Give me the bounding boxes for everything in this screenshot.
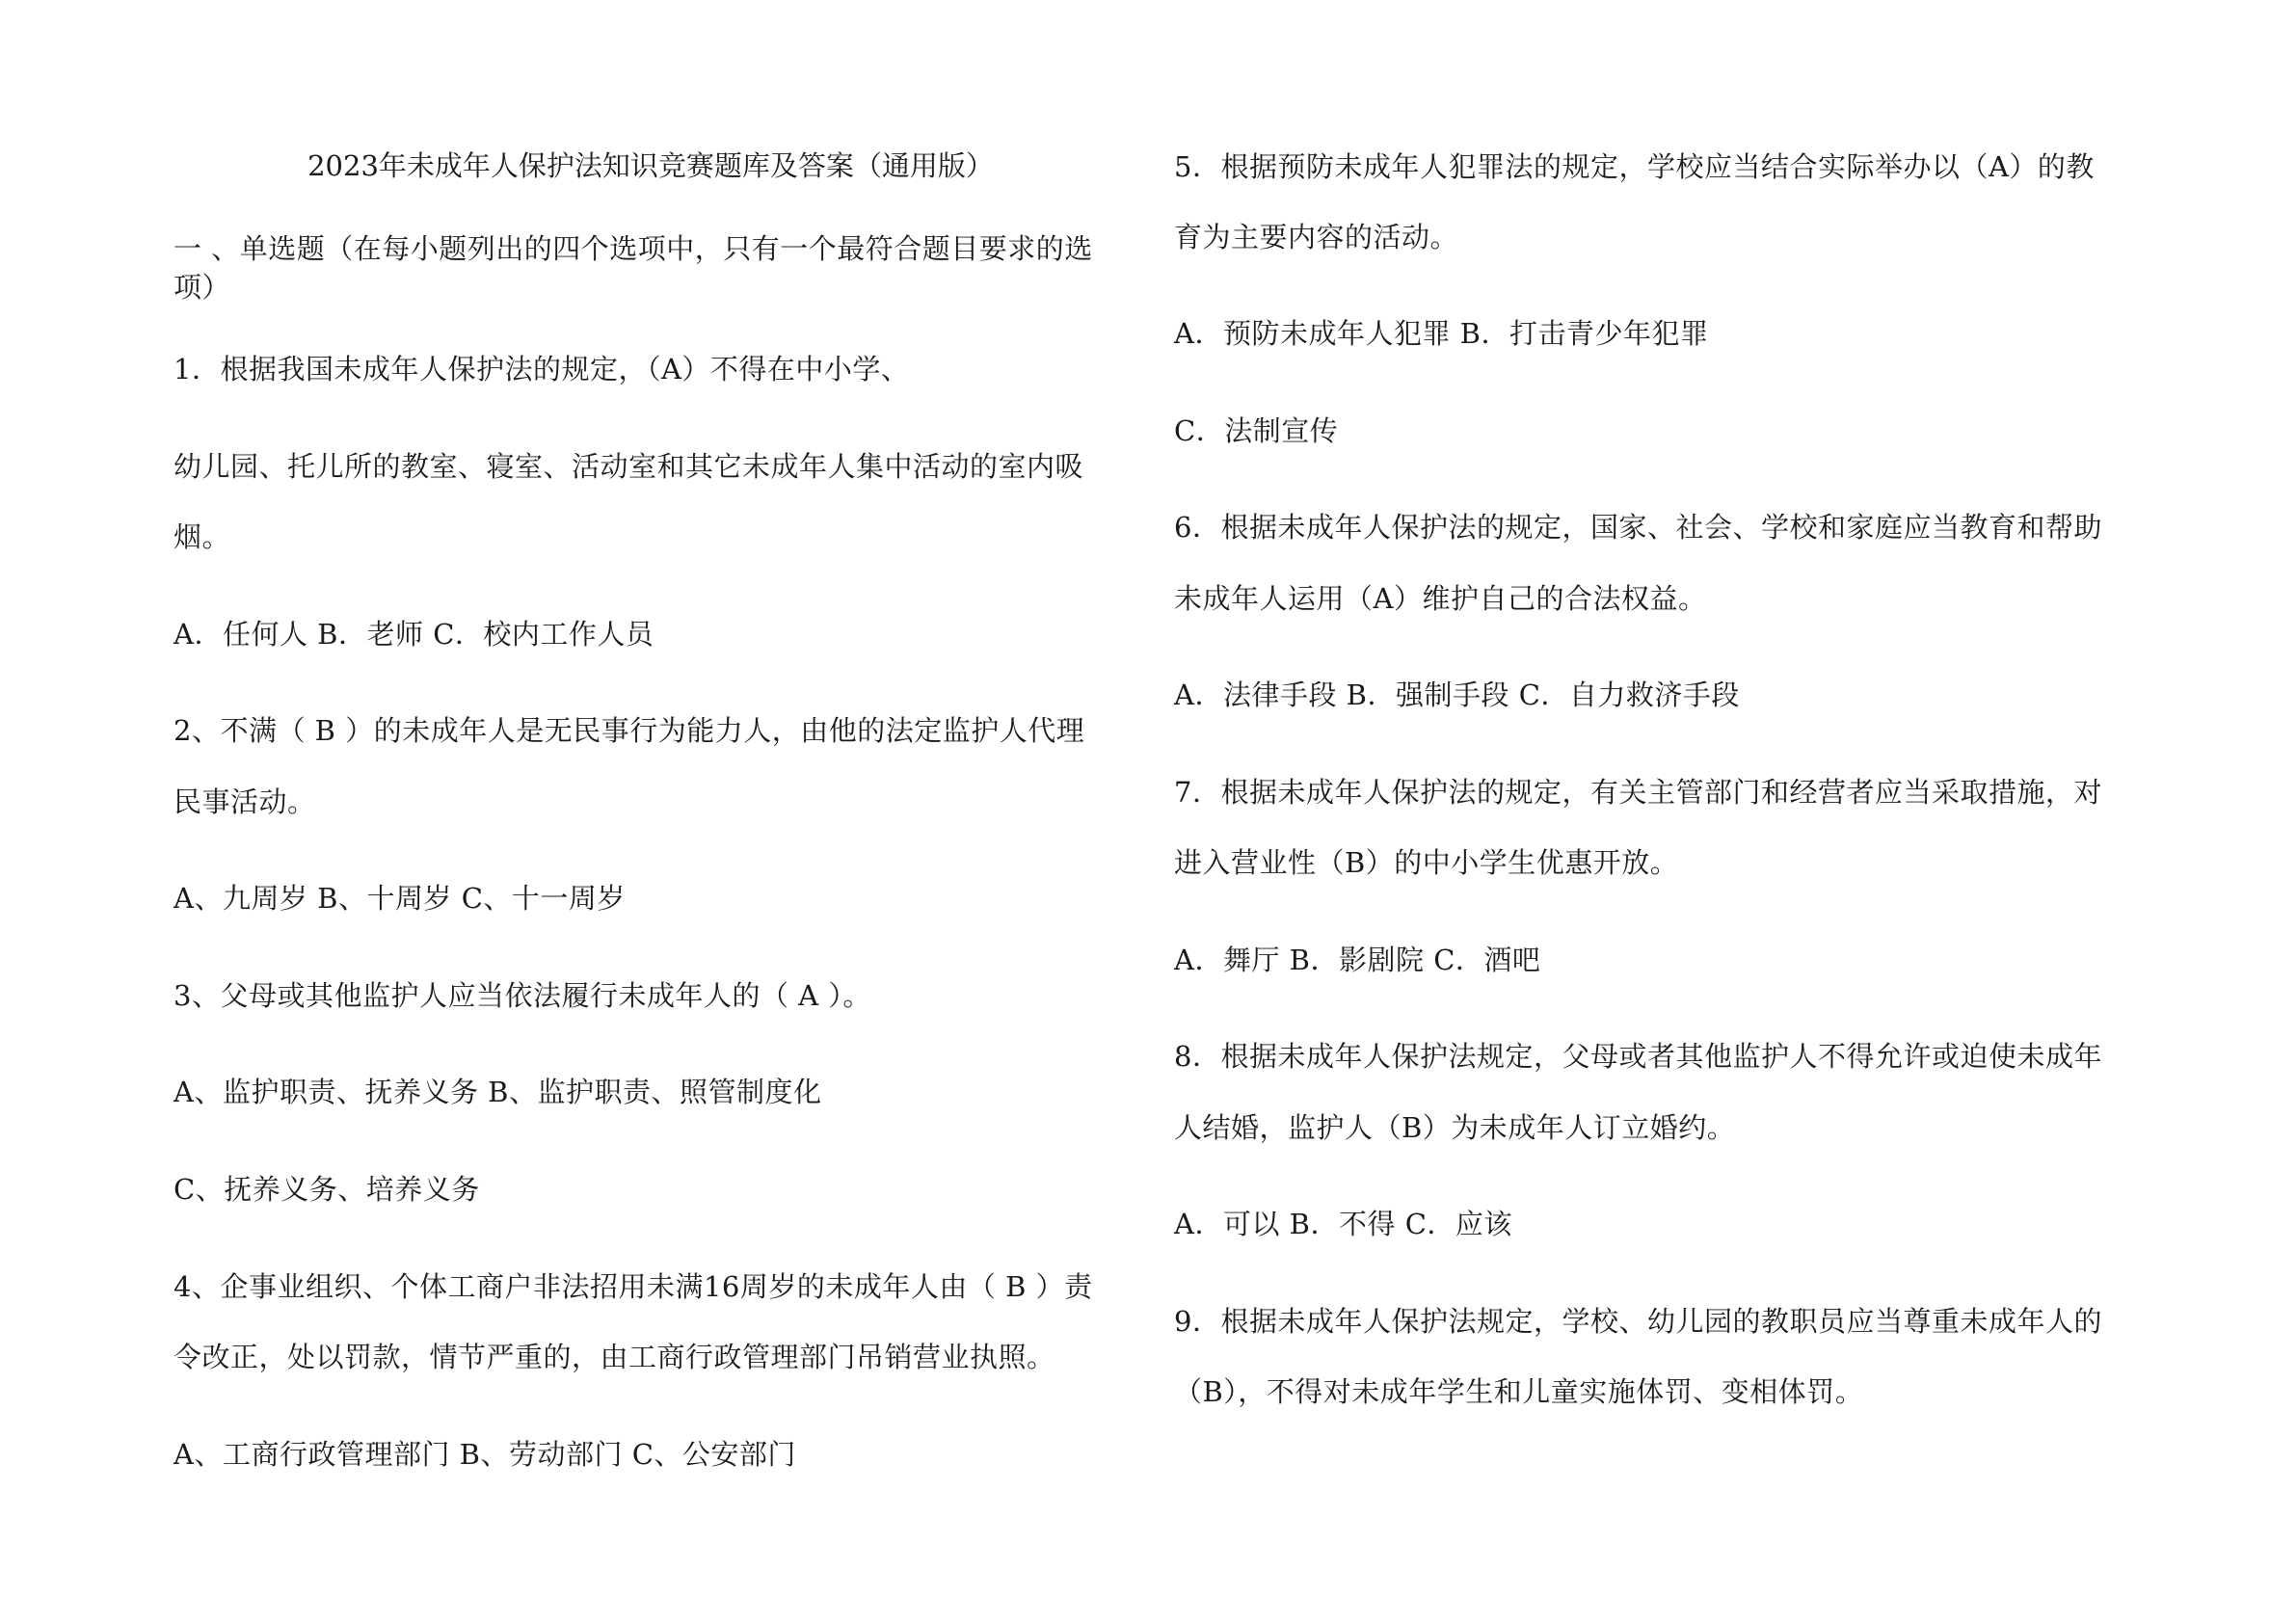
question-3-options-cont: C、抚养义务、培养义务 — [174, 1173, 480, 1206]
question-2: 2、不满（ B ）的未成年人是无民事行为能力人，由他的法定监护人代理 — [174, 714, 1085, 747]
question-9: 9．根据未成年人保护法规定，学校、幼儿园的教职员应当尊重未成年人的 — [1174, 1305, 2102, 1338]
question-7: 7．根据未成年人保护法的规定，有关主管部门和经营者应当采取措施，对 — [1174, 776, 2102, 809]
question-8: 8．根据未成年人保护法规定，父母或者其他监护人不得允许或迫使未成年 — [1174, 1040, 2102, 1073]
section-heading-cont: 项） — [174, 271, 231, 304]
question-4-cont: 令改正，处以罚款，情节严重的，由工商行政管理部门吊销营业执照。 — [174, 1341, 1055, 1373]
section-heading: 一 、单选题（在每小题列出的四个选项中，只有一个最符合题目要求的选 — [174, 232, 1093, 265]
question-2-cont: 民事活动。 — [174, 785, 316, 818]
question-5: 5．根据预防未成年人犯罪法的规定，学校应当结合实际举办以（A）的教 — [1174, 150, 2095, 183]
question-2-options: A、九周岁 B、十周岁 C、十一周岁 — [174, 882, 626, 915]
question-5-options: A．预防未成年人犯罪 B．打击青少年犯罪 — [1174, 317, 1709, 350]
question-7-cont: 进入营业性（B）的中小学生优惠开放。 — [1174, 846, 1679, 879]
question-6: 6．根据未成年人保护法的规定，国家、社会、学校和家庭应当教育和帮助 — [1174, 511, 2102, 544]
document-title: 2023年未成年人保护法知识竞赛题库及答案（通用版） — [307, 149, 994, 182]
question-8-cont: 人结婚，监护人（B）为未成年人订立婚约。 — [1174, 1111, 1736, 1144]
question-8-options: A．可以 B．不得 C．应该 — [1174, 1208, 1512, 1240]
question-1-cont: 烟。 — [174, 520, 231, 553]
question-6-options: A．法律手段 B．强制手段 C．自力救济手段 — [1174, 678, 1740, 711]
question-4: 4、企事业组织、个体工商户非法招用未满16周岁的未成年人由（ B ）责 — [174, 1270, 1093, 1303]
question-5-options-cont: C．法制宣传 — [1174, 414, 1339, 447]
question-5-cont: 育为主要内容的活动。 — [1174, 221, 1459, 253]
question-1: 1．根据我国未成年人保护法的规定，（A）不得在中小学、 — [174, 353, 910, 386]
question-6-cont: 未成年人运用（A）维护自己的合法权益。 — [1174, 582, 1707, 615]
question-7-options: A．舞厅 B．影剧院 C．酒吧 — [1174, 944, 1541, 976]
question-1-options: A．任何人 B．老师 C．校内工作人员 — [174, 618, 654, 651]
question-1-cont: 幼儿园、托儿所的教室、寝室、活动室和其它未成年人集中活动的室内吸 — [174, 450, 1084, 483]
question-9-cont: （B），不得对未成年学生和儿童实施体罚、变相体罚。 — [1174, 1375, 1864, 1408]
question-3: 3、父母或其他监护人应当依法履行未成年人的（ A ）。 — [174, 979, 871, 1012]
question-4-options: A、工商行政管理部门 B、劳动部门 C、公安部门 — [174, 1438, 796, 1471]
question-3-options: A、监护职责、抚养义务 B、监护职责、照管制度化 — [174, 1076, 822, 1108]
